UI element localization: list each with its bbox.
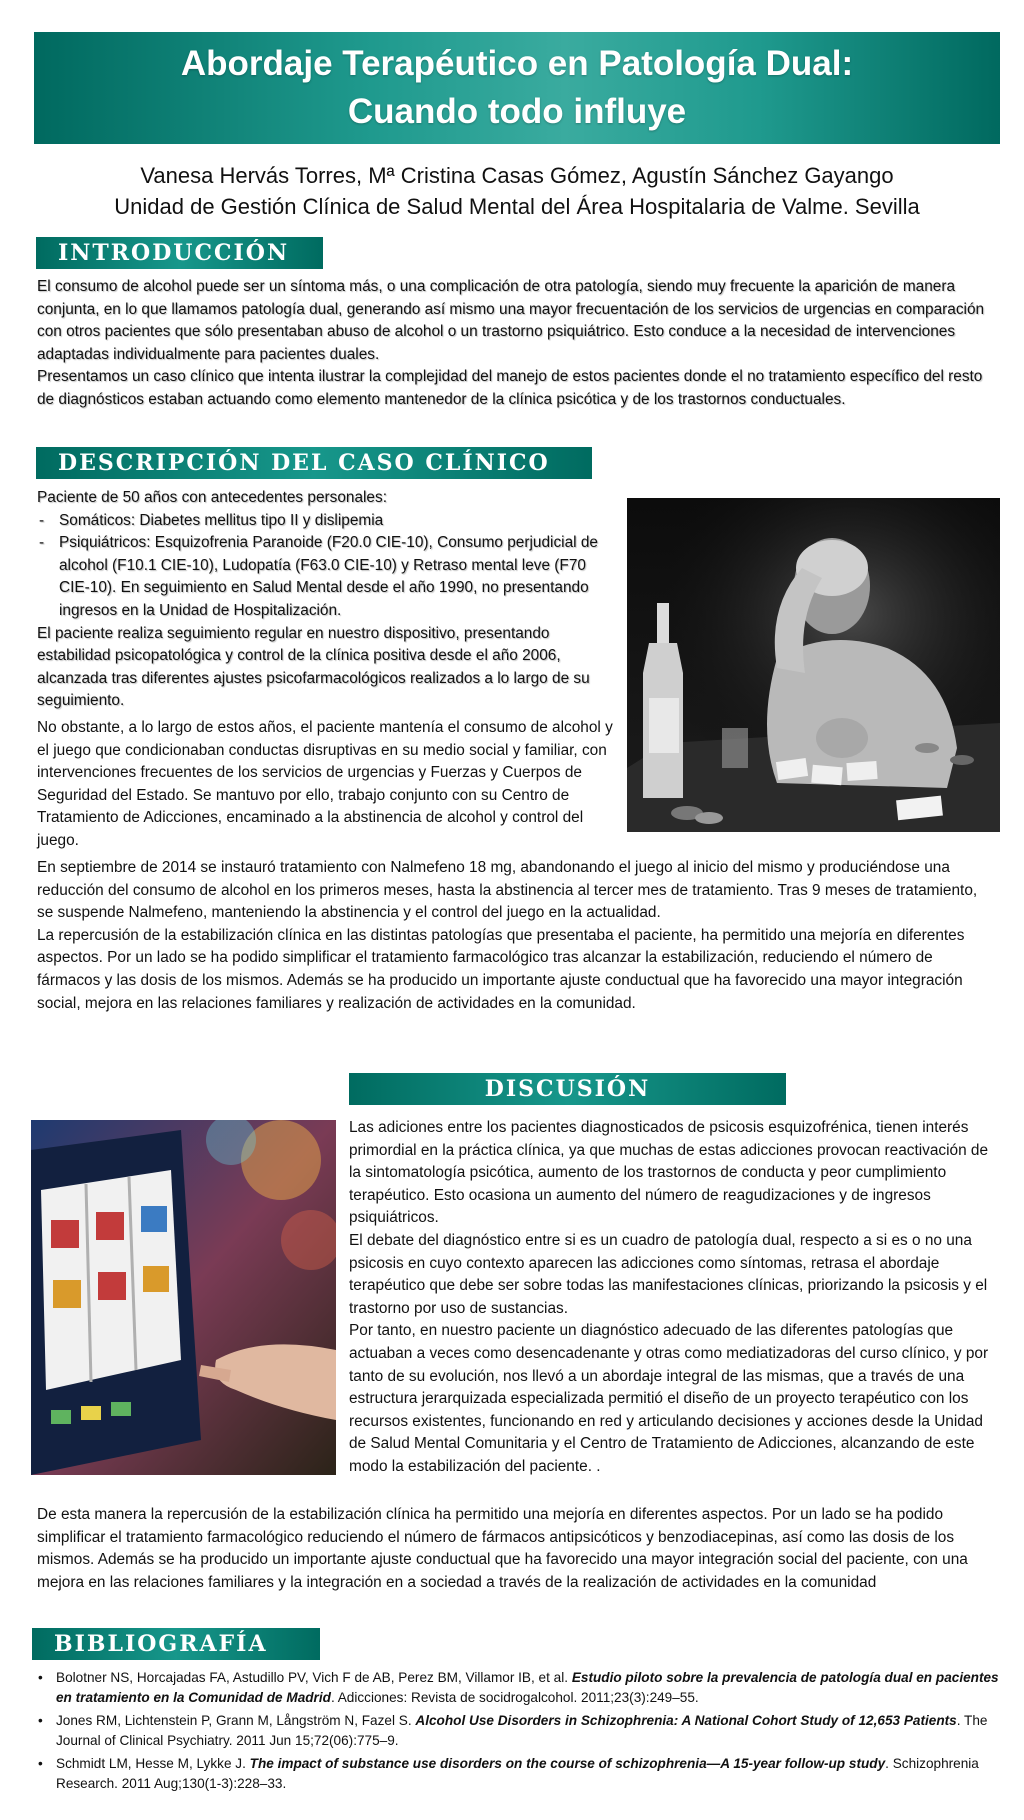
- antecedent-psychiatric: - Psiquiátricos: Esquizofrenia Paranoide (F20.0 CIE-10), Consumo perjudicial de alcohol (F10.1 CIE-10), Ludopatía (F63.0 CIE-10) y Retraso mental leve (F70 CIE-10). En seguimiento en Salud Mental desde el año 1990, no presentando ingresos en la Unidad de Hospitalización.: [37, 532, 619, 622]
- discussion-paragraph-4: De esta manera la repercusión de la estabilización clínica ha permitido una mejoría en diferentes aspectos. Por un lado se ha podido simplificar el tratamiento farmacológico reduciendo el número de fármacos antipsicóticos y benzodiacepinas, así como las dosis de los mismos. Además se ha producido un importante ajuste conductual que ha favorecido una mayor integración social del paciente, con una mejora en las relaciones familiares y la integración en a sociedad a través de la realización de actividades en la comunidad: [37, 1506, 968, 1591]
- intro-paragraph-2: Presentamos un caso clínico que intenta ilustrar la complejidad del manejo de estos pacientes donde el no tratamiento específico del resto de diagnósticos estaban actuando como elemento mantenedor de la clínica psicótica y de los trastornos conductuales.: [37, 368, 983, 408]
- author-affiliation: Unidad de Gestión Clínica de Salud Mental del Área Hospitalaria de Valme. Sevilla: [114, 194, 920, 219]
- reference-item: • Jones RM, Lichtenstein P, Grann M, Långström N, Fazel S. Alcohol Use Disorders in Schizophrenia: A National Cohort Study of 12,653 Patients. The Journal of Clinical Psychiatry. 2011 Jun 15;72(06):775–9.: [34, 1711, 1004, 1750]
- intro-paragraph-1: El consumo de alcohol puede ser un síntoma más, o una complicación de otra patología, siendo muy frecuente la aparición de manera conjunta, en lo que llamamos patología dual, generando así mismo una mayor frecuentación de los servicios de urgencias en comparación con otros pacientes que sólo presentaban abuso de alcohol o un trastorno psiquiátrico. Esto conduce a la necesidad de intervenciones adaptadas individualmente para pacientes duales.: [37, 278, 985, 363]
- case-text: [37, 487, 619, 713]
- case-lead: Paciente de 50 años con antecedentes personales:: [37, 489, 387, 506]
- discussion-paragraph-4-block: [37, 1504, 997, 1594]
- section-header-descripcion: DESCRIPCIÓN DEL CASO CLÍNICO: [36, 447, 592, 479]
- reference-item: • Bolotner NS, Horcajadas FA, Astudillo PV, Vich F de AB, Perez BM, Villamor IB, et al. Estudio piloto sobre la prevalencia de patología dual en pacientes en tratamiento en la Comunidad de Madrid. Adicciones: Revista de socidrogalcohol. 2011;23(3):249–55.: [34, 1668, 1004, 1707]
- antecedents-list: [37, 510, 619, 623]
- discussion-paragraph-2: El debate del diagnóstico entre si es un cuadro de patología dual, respecto a si es o no una psicosis en cuyo contexto aparecen las adicciones como síntomas, retrasa el abordaje terapéutico que debe ser sobre todas las manifestaciones clínicas, priorizando la psicosis y el trastorno por uso de sustancias.: [349, 1231, 988, 1317]
- title-line-2: Cuando todo influye: [347, 92, 687, 131]
- case-paragraph-2-block: [37, 717, 619, 853]
- man-with-bottle-photo: [627, 498, 1000, 832]
- case-paragraph-2: No obstante, a lo largo de estos años, el paciente mantenía el consumo de alcohol y el juego que condicionaban conductas disruptivas en su medio social y familiar, con intervenciones frecuentes de los servicios de urgencias y Fuerzas y Cuerpos de Seguridad del Estado. Se mantuvo por ello, trabajo conjunto con su Centro de Tratamiento de Adicciones, encaminado a la abstinencia de alcohol y control del juego.: [37, 719, 613, 849]
- case-paragraph-4: La repercusión de la estabilización clínica en las distintas patologías que presentaba el paciente, ha permitido una mejoría en diferentes aspectos. Por un lado se ha podido simplificar el tratamiento farmacológico tras alcanzar la estabilización, reduciendo el número de fármacos y las dosis de los mismos. Además se ha producido un importante ajuste conductual que ha favorecido una mayor integración social, mejora en las relaciones familiares y realización de actividades en la comunidad.: [37, 926, 965, 1012]
- discussion-text: [349, 1117, 1004, 1479]
- case-paragraph-1: El paciente realiza seguimiento regular en nuestro dispositivo, presentando estabilidad psicopatológica y control de la clínica positiva desde el año 2006, alcanzada tras diferentes ajustes psicofarmacológicos realizados a lo largo de su seguimiento.: [37, 624, 590, 710]
- bibliography-list: [34, 1668, 1004, 1797]
- section-header-discusion: DISCUSIÓN: [349, 1073, 786, 1105]
- poster-title: [34, 32, 1000, 144]
- discussion-paragraph-3: Por tanto, en nuestro paciente un diagnóstico adecuado de las diferentes patologías que actuaban a veces como desencadenante y otras como mediatizadoras del curso clínico, y por tanto de su evolución, nos llevó a un abordaje integral de las mismas, que a través de una estructura jerarquizada especializada permitió el diseño de un proyecto terapéutico con los recursos existentes, funcionando en red y articulando decisiones y acciones desde la Unidad de Salud Mental Comunitaria y el Centro de Tratamiento de Adicciones, alcanzando de este modo la estabilización del paciente. .: [349, 1322, 989, 1475]
- slot-machine-photo: [31, 1120, 336, 1475]
- discussion-paragraph-1: Las adiciones entre los pacientes diagnosticados de psicosis esquizofrénica, tienen interés primordial en la práctica clínica, ya que muchas de estas adicciones provocan reactivación de la sintomatología psicótica, aumento de los trastornos de conducta y peor cumplimiento terapéutico. Esto ocasiona un aumento del número de reagudizaciones y de ingresos psiquiátricos.: [349, 1119, 989, 1227]
- antecedent-somatic: - Somáticos: Diabetes mellitus tipo II y dislipemia: [37, 510, 619, 533]
- title-line-1: Abordaje Terapéutico en Patología Dual:: [180, 44, 854, 83]
- section-header-bibliografia: BIBLIOGRAFÍA: [32, 1628, 320, 1660]
- case-paragraph-3-block: [37, 857, 997, 1015]
- intro-text: [37, 276, 997, 412]
- case-paragraph-3: En septiembre de 2014 se instauró tratamiento con Nalmefeno 18 mg, abandonando el juego al inicio del mismo y produciéndose una reducción del consumo de alcohol en los primeros meses, hasta la abstinencia al tercer mes de tratamiento. Tras 9 meses de tratamiento, se suspende Nalmefeno, manteniendo la abstinencia y el control del juego en la actualidad.: [37, 859, 978, 922]
- reference-item: • Schmidt LM, Hesse M, Lykke J. The impact of substance use disorders on the course of schizophrenia—A 15-year follow-up study. Schizophrenia Research. 2011 Aug;130(1-3):228–33.: [34, 1754, 1004, 1793]
- authors-block: [34, 160, 1000, 222]
- section-header-introduccion: INTRODUCCIÓN: [36, 237, 323, 269]
- author-names: Vanesa Hervás Torres, Mª Cristina Casas Gómez, Agustín Sánchez Gayango: [140, 163, 894, 188]
